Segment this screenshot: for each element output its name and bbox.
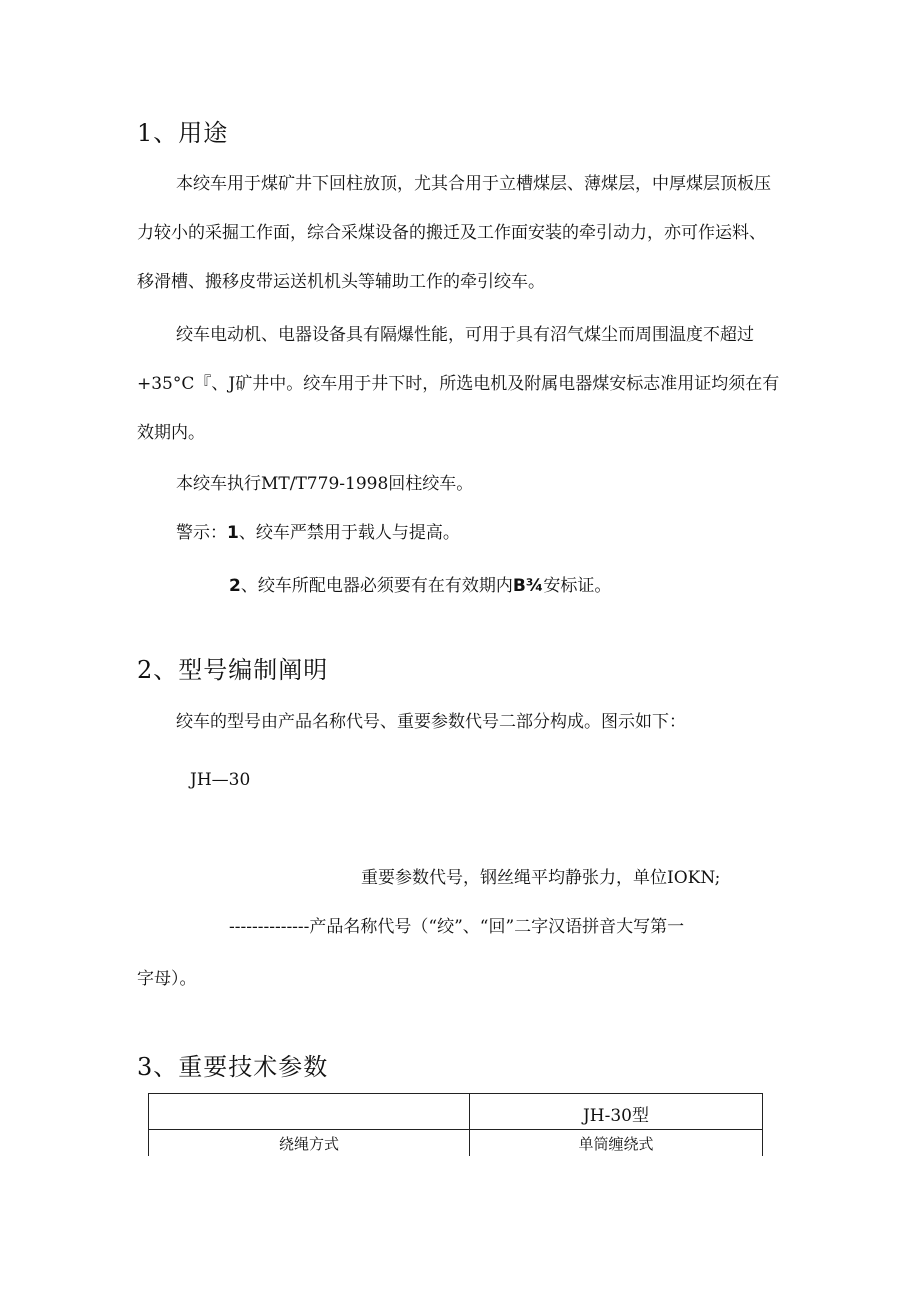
section-1-heading: 1、用途 xyxy=(137,119,229,147)
paragraph-line: 力较小的采掘工作面，综合采煤设备的搬迁及工作面安装的牵引动力，亦可作运料、 xyxy=(137,223,766,243)
warning-label: 警示： xyxy=(176,523,227,543)
warning-1-text: 、绞车严禁用于载人与提高。 xyxy=(238,523,460,543)
param-code-description: 重要参数代号，钢丝绳平均静张力，单位IOKN; xyxy=(361,868,721,888)
table-cell: 单筒缠绕式 xyxy=(470,1130,763,1157)
table-header-cell xyxy=(470,1094,763,1130)
table-row xyxy=(149,1130,763,1157)
model-header: JH-30型 xyxy=(582,1106,650,1126)
section-3-heading: 3、重要技术参数 xyxy=(137,1053,329,1081)
warning-1 xyxy=(176,521,460,545)
name-code-description-cont: 字母）。 xyxy=(137,969,197,989)
paragraph-line: 本绞车用于煤矿井下回柱放顶，尤其合用于立槽煤层、薄煤层，中厚煤层顶板压 xyxy=(176,174,771,194)
model-intro: 绞车的型号由产品名称代号、重要参数代号二部分构成。图示如下： xyxy=(176,712,686,732)
section-2-heading: 2、型号编制阐明 xyxy=(137,656,329,684)
warning-2-mark: B¾ xyxy=(512,576,544,596)
paragraph-line: 移滑槽、搬移皮带运送机机头等辅助工作的牵引绞车。 xyxy=(137,272,545,292)
paragraph-line: 效期内。 xyxy=(137,423,205,443)
name-code-description: --------------产品名称代号（“绞”、“回”二字汉语拼音大写第一 xyxy=(229,917,685,937)
warning-2 xyxy=(229,574,611,598)
standard-statement: 本绞车执行MT/T779-1998回柱绞车。 xyxy=(176,474,474,494)
paragraph-line: 绞车电动机、电器设备具有隔爆性能，可用于具有沼气煤尘而周围温度不超过 xyxy=(176,325,754,345)
table-header-row xyxy=(149,1094,763,1130)
warning-2-tail: 安标证。 xyxy=(543,576,612,596)
table-cell: 绕绳方式 xyxy=(149,1130,470,1157)
tech-params-table xyxy=(148,1093,763,1156)
warning-1-number: 1 xyxy=(227,523,239,543)
table-header-cell xyxy=(149,1094,470,1130)
warning-2-text: 、绞车所配电器必须要有在有效期内 xyxy=(240,576,513,596)
model-code: JH—30 xyxy=(190,770,251,790)
warning-2-number: 2 xyxy=(229,576,241,596)
paragraph-line: +35°C『、J矿井中。绞车用于井下时，所选电机及附属电器煤安标志准用证均须在有 xyxy=(137,374,780,394)
